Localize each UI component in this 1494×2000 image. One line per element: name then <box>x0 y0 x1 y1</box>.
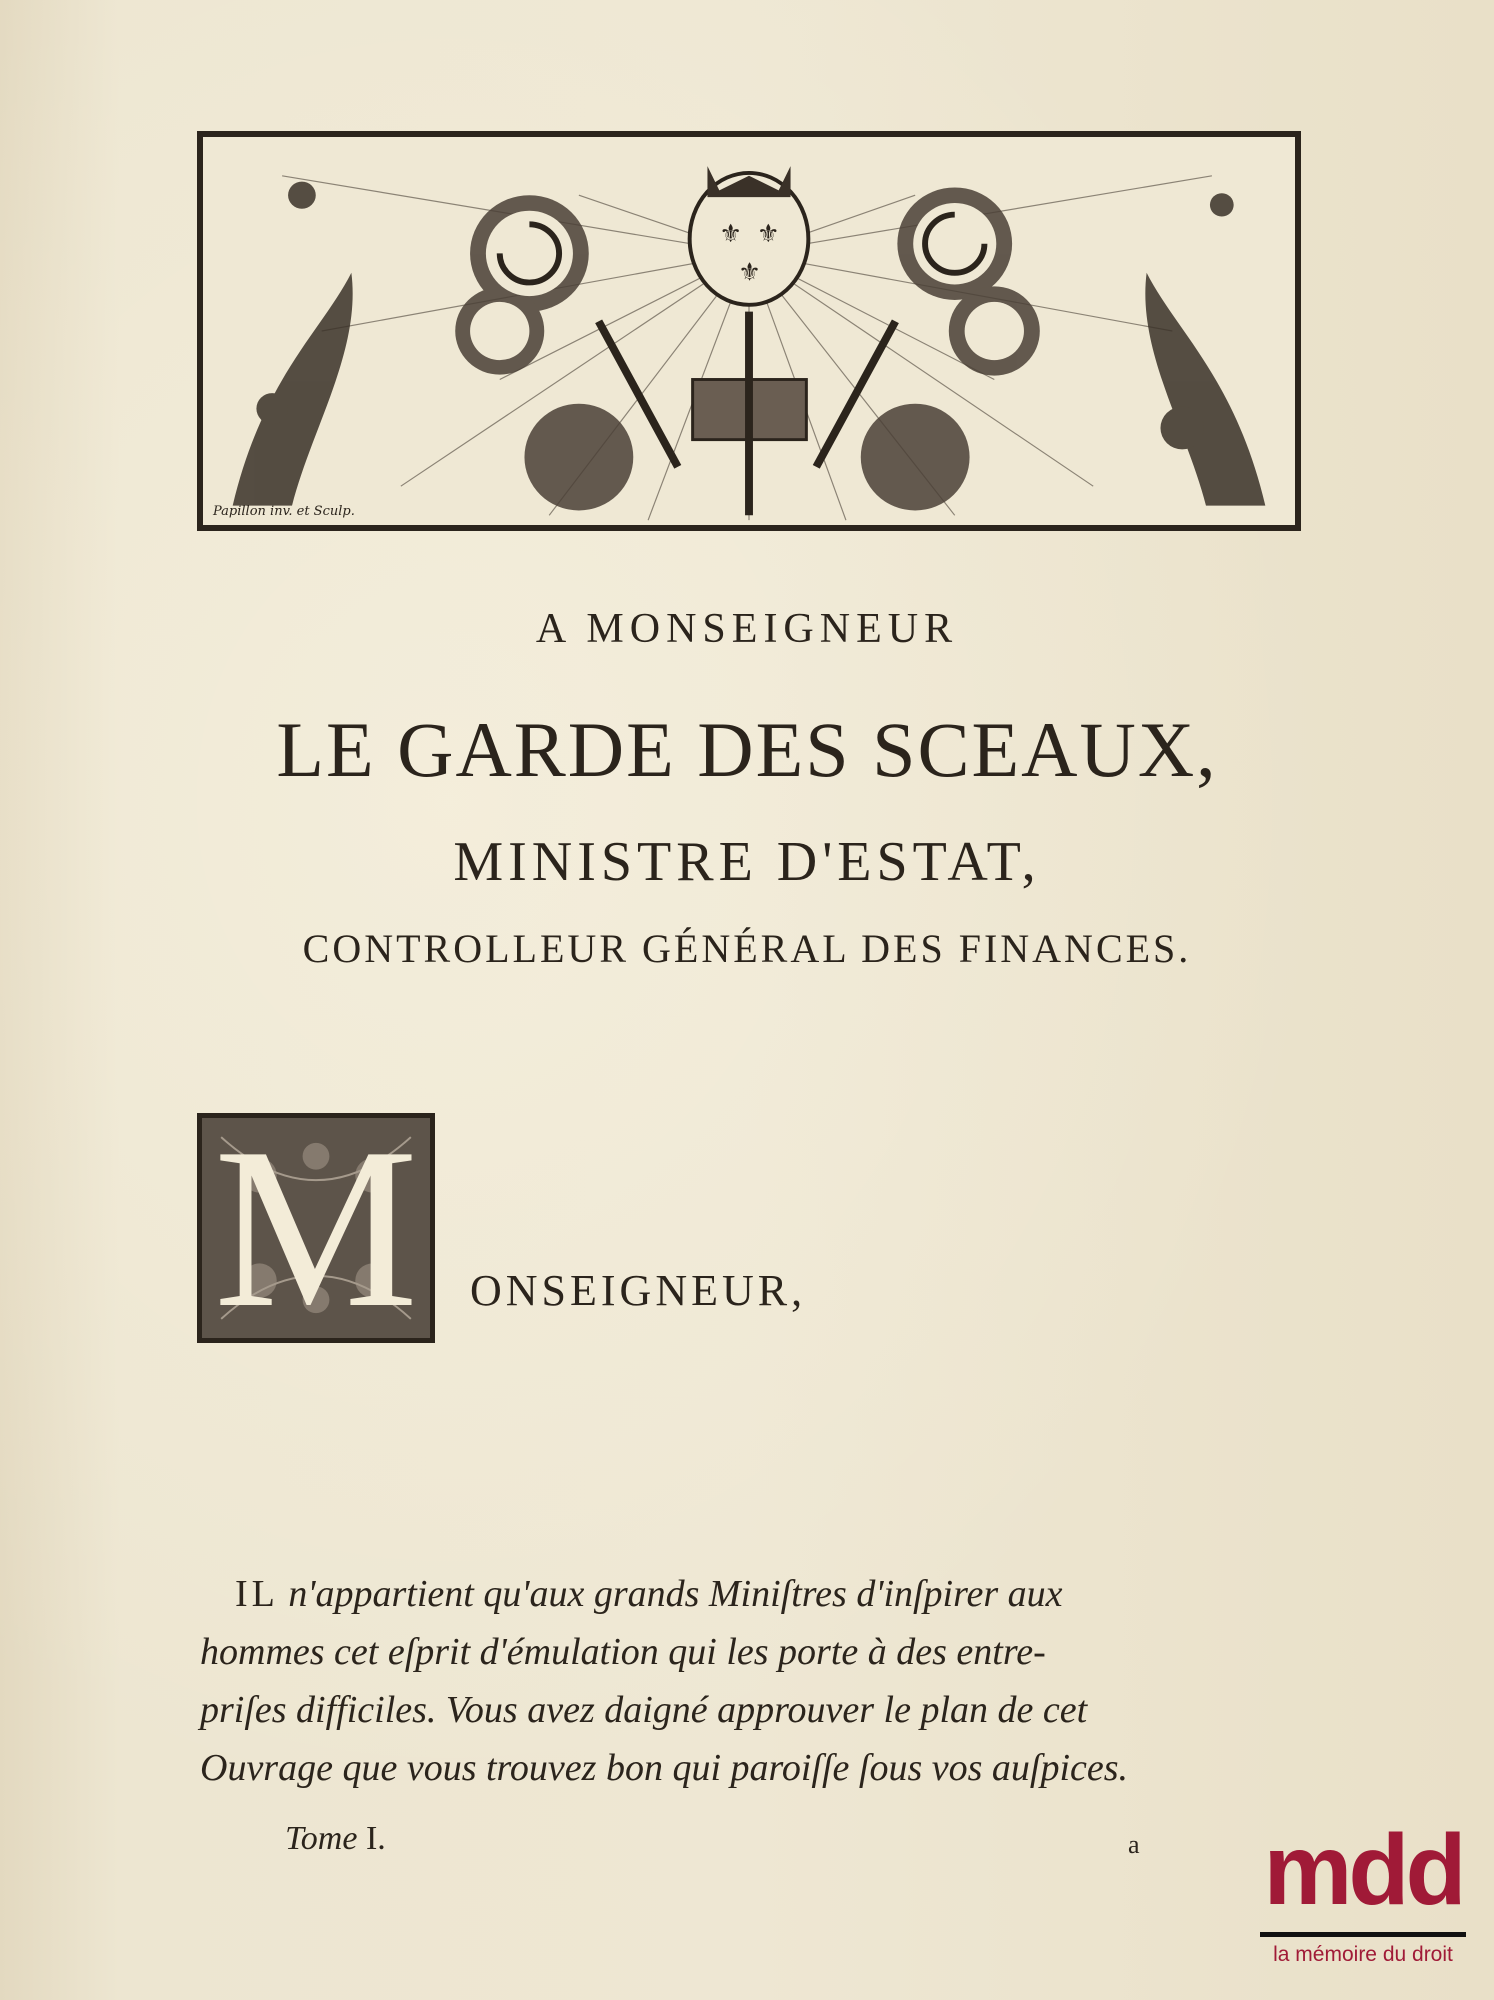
svg-text:⚜: ⚜ <box>719 218 743 249</box>
salutation: ONSEIGNEUR, <box>470 1266 807 1315</box>
engraver-credit: Papillon inv. et Sculp. <box>213 504 355 519</box>
dedication-paragraph <box>200 1565 1300 1797</box>
title-line-4: CONTROLLEUR GÉNÉRAL DES FINANCES. <box>302 926 1192 971</box>
paragraph-line-1 <box>200 1565 1300 1623</box>
title-line-1: A MONSEIGNEUR <box>535 606 959 652</box>
mdd-logo <box>1245 1815 1481 1990</box>
volume-marker <box>285 1820 386 1858</box>
title-line-3: MINISTRE D'ESTAT, <box>453 831 1041 893</box>
logo-tagline: la mémoire du droit <box>1273 1943 1453 1966</box>
tome-number: I. <box>365 1820 386 1857</box>
paragraph-line-1-text: n'appartient qu'aux grands Miniſtres d'inſpirer aux <box>278 1573 1063 1615</box>
paragraph-line-4: Ouvrage que vous trouvez bon qui paroiſſe ſous vos auſpices. <box>200 1747 1129 1789</box>
bleed-through-text <box>190 1050 1240 1106</box>
svg-text:⚜: ⚜ <box>756 218 780 249</box>
initial-letter: M <box>213 1113 419 1343</box>
signature-mark: a <box>1128 1830 1140 1859</box>
logo-divider <box>1260 1932 1466 1937</box>
svg-text:⚜: ⚜ <box>738 257 762 288</box>
tome-label: Tome <box>285 1820 358 1857</box>
decorated-initial <box>197 1113 435 1343</box>
logo-mark: mdd <box>1263 1814 1463 1926</box>
engraved-headpiece <box>197 131 1301 531</box>
paragraph-lead: IL <box>235 1573 279 1615</box>
headpiece-engraving <box>203 137 1295 525</box>
paragraph-line-2: hommes cet eſprit d'émulation qui les porte à des entre- <box>200 1631 1046 1673</box>
title-line-2: LE GARDE DES SCEAUX, <box>276 706 1218 793</box>
paragraph-line-3: priſes difficiles. Vous avez daigné approuver le plan de cet <box>200 1689 1088 1731</box>
